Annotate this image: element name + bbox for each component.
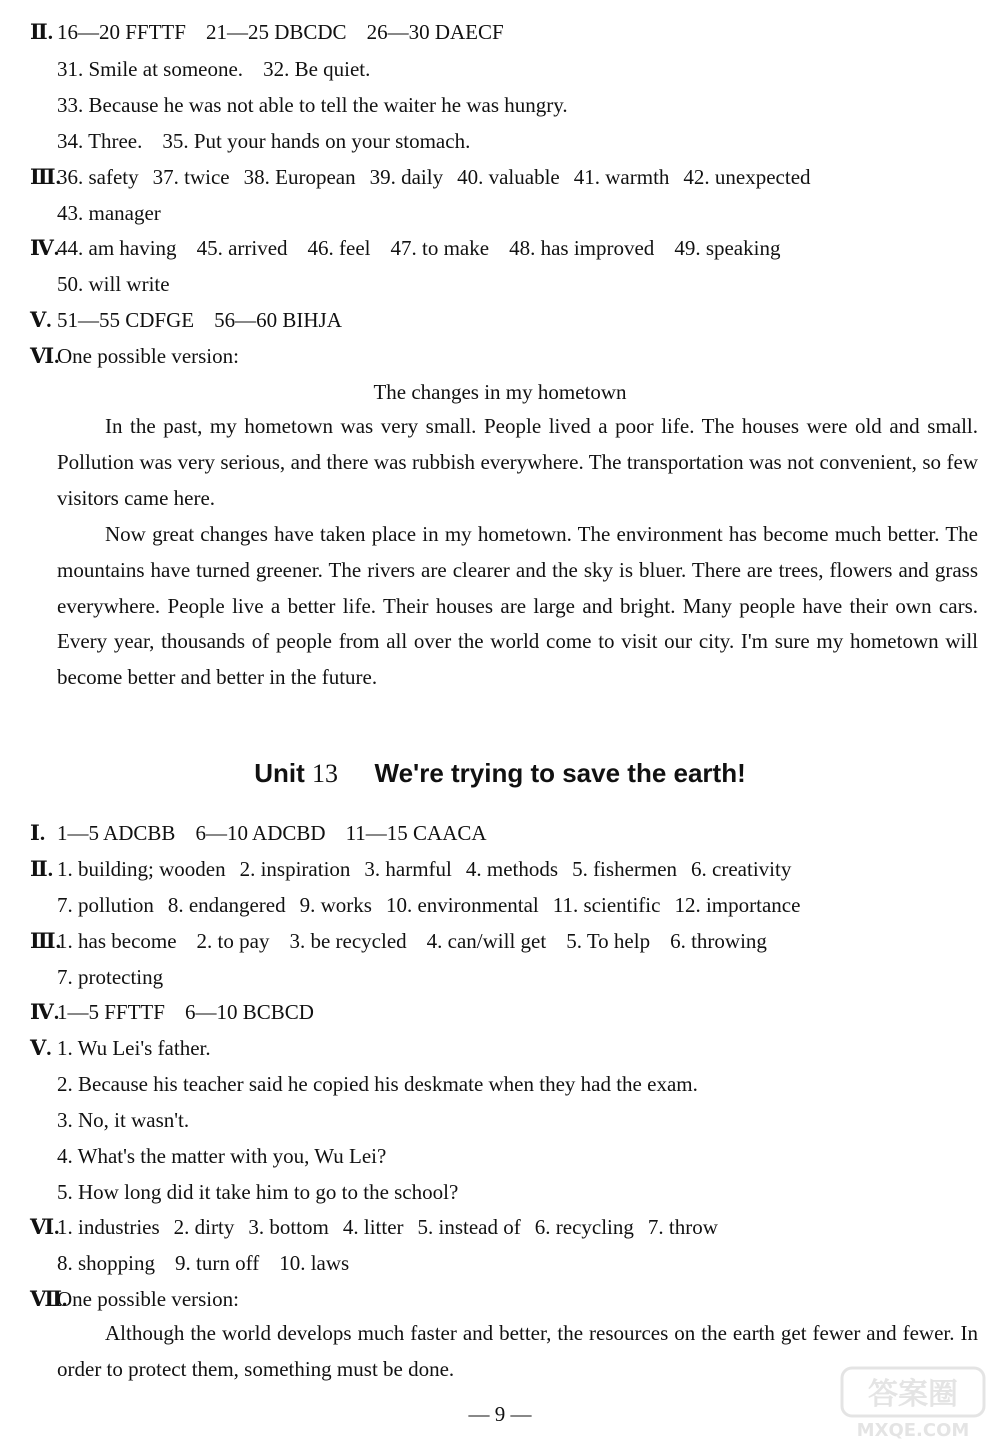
answer-item: 4. litter [342,1215,404,1239]
answer-item: 2. to pay [196,929,270,953]
answer-item: 47. to make [390,236,490,260]
section-number: Ⅱ. [30,857,53,881]
section-number: Ⅲ. [30,929,61,953]
answer-item: 11. scientific [552,893,661,917]
answer-item: 45. arrived [196,236,288,260]
section-number: Ⅳ. [30,236,60,260]
section-number: Ⅴ. [30,308,52,332]
answer-group: 11—15 CAACA [345,821,487,845]
answer-line [57,129,978,153]
answer-line [57,1251,978,1275]
answer-group: 56—60 BIHJA [214,308,342,332]
answer-item: 7. throw [647,1215,718,1239]
answer-group: 6—10 ADCBD [195,821,326,845]
answer-item: 8. endangered [167,893,286,917]
section-6-line [30,1215,978,1239]
answer-item: 40. valuable [457,165,560,189]
answer-item: 42. unexpected [683,165,811,189]
answer-item: 1. building; wooden [57,857,226,881]
answer-group: 26—30 DAECF [366,20,504,44]
answer-group: 1—5 ADCBB [57,821,176,845]
answer-item: 5. fishermen [572,857,678,881]
answer-item: 2. dirty [173,1215,235,1239]
answer-item: 6. creativity [691,857,792,881]
watermark-subtext: MXQE.COM [856,1420,970,1441]
section-5-line [30,308,978,332]
answer-item: 32. Be quiet. [263,57,371,81]
watermark-text: 答案圈 [868,1377,958,1412]
answer-item: 48. has improved [509,236,655,260]
answer-item: 46. feel [307,236,371,260]
answer-line: 43. manager [57,201,161,225]
section-intro: One possible version: [57,1287,239,1311]
answer-line: 3. No, it wasn't. [57,1108,190,1132]
section-number: Ⅱ. [30,20,53,44]
answer-line [57,57,978,81]
answer-line: 4. What's the matter with you, Wu Lei? [57,1144,387,1168]
answer-item: 9. turn off [175,1251,260,1275]
answer-item: 31. Smile at someone. [57,57,244,81]
section-1-line [30,821,978,845]
unit-heading [0,758,1000,789]
unit-label: Unit [254,758,305,788]
answer-item: 8. shopping [57,1251,156,1275]
watermark-logo [838,1364,988,1442]
answer-group: 51—55 CDFGE [57,308,195,332]
answer-item: 3. be recycled [289,929,407,953]
section-5-line [30,1036,978,1060]
section-number: Ⅶ. [30,1287,68,1311]
section-number: Ⅵ. [30,1215,60,1239]
answer-group: 1—5 FFTTF [57,1000,165,1024]
section-intro: One possible version: [57,344,239,368]
essay-title: The changes in my hometown [373,380,627,404]
section-2-line [30,857,978,881]
section-4-line [30,236,978,260]
answer-group: 6—10 BCBCD [184,1000,314,1024]
section-number: Ⅳ. [30,1000,60,1024]
section-7-line [30,1287,978,1311]
answer-item: 1. has become [57,929,177,953]
answer-group: 16—20 FFTTF [57,20,186,44]
answer-item: 5. To help [566,929,651,953]
answer-item: 4. methods [465,857,559,881]
answer-item: 37. twice [152,165,230,189]
section-3-line [30,165,978,189]
unit-title: We're trying to save the earth! [374,758,746,788]
answer-item: 12. importance [674,893,801,917]
answer-item: 36. safety [57,165,139,189]
unit-number: 13 [312,759,339,788]
answer-item: 5. instead of [417,1215,521,1239]
answer-item: 39. daily [369,165,444,189]
answer-item: 1. industries [57,1215,160,1239]
section-number: Ⅲ. [30,165,61,189]
answer-item: 9. works [299,893,372,917]
section-number: Ⅰ. [30,821,46,845]
section-number: Ⅴ. [30,1036,52,1060]
answer-item: 7. pollution [57,893,154,917]
section-3-line [30,929,978,953]
answer-item: 6. recycling [534,1215,634,1239]
section-number: Ⅵ. [30,344,60,368]
answer-line: 7. protecting [57,965,164,989]
answer-group: 21—25 DBCDC [205,20,347,44]
essay-paragraph: Although the world develops much faster and better, the resources on the earth get fewer and fewer. In order to protect them, something must be done. [57,1321,978,1381]
answer-item: 1. Wu Lei's father. [57,1036,211,1060]
answer-item: 10. environmental [385,893,539,917]
answer-line: 2. Because his teacher said he copied his deskmate when they had the exam. [57,1072,698,1096]
answer-item: 3. harmful [364,857,452,881]
answer-item: 6. throwing [670,929,767,953]
answer-line [57,893,978,917]
section-2-line [30,20,978,44]
answer-item: 34. Three. [57,129,143,153]
page-number: — 9 — [468,1402,532,1426]
answer-item: 3. bottom [248,1215,329,1239]
answer-item: 4. can/will get [426,929,547,953]
answer-item: 35. Put your hands on your stomach. [162,129,471,153]
section-6-line [30,344,978,368]
answer-line: 50. will write [57,272,170,296]
answer-item: 44. am having [57,236,177,260]
answer-line: 5. How long did it take him to go to the school? [57,1180,459,1204]
essay-paragraph: Now great changes have taken place in my hometown. The environment has become much better. The mountains have turned greener. The rivers are clearer and the sky is bluer. There are trees, flowers and grass everywhere. People live a better life. Their houses are large and bright. Many people have their own cars. Every year, thousands of people from all over the world come to visit our city. I'm sure my hometown will become better and better in the future. [57,522,978,690]
answer-item: 10. laws [279,1251,350,1275]
answer-item: 41. warmth [573,165,670,189]
essay-paragraph: In the past, my hometown was very small. People lived a poor life. The houses were old and small. Pollution was very serious, and there was rubbish everywhere. The transportation was not convenient, so few visitors came here. [57,414,978,510]
section-4-line [30,1000,978,1024]
answer-item: 38. European [243,165,356,189]
answer-line: 33. Because he was not able to tell the waiter he was hungry. [57,93,568,117]
answer-item: 2. inspiration [239,857,351,881]
answer-item: 49. speaking [674,236,781,260]
